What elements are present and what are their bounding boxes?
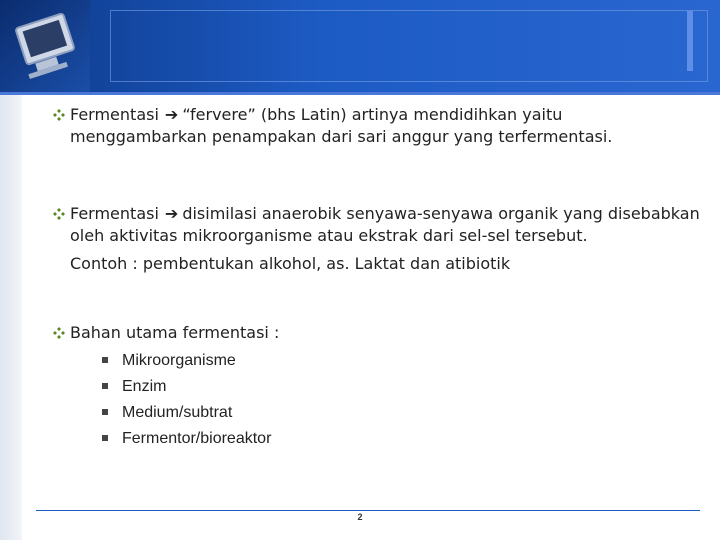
page-number: 2 — [357, 512, 363, 522]
bullet-item — [52, 203, 702, 275]
example-line: Contoh : pembentukan alkohol, as. Laktat dan atibiotik — [70, 254, 511, 273]
list-item — [102, 348, 502, 374]
bullet-text: disimilasi anaerobik senyawa-senyawa organik yang disebabkan oleh aktivitas mikroorganisme atau ekstrak dari sel-sel tersebut. — [70, 204, 700, 245]
list-item-label: Enzim — [122, 378, 167, 395]
list-item-label: Medium/subtrat — [122, 404, 233, 421]
list-item-label: Mikroorganisme — [122, 352, 236, 369]
diamond-bullet-icon — [52, 326, 66, 340]
bullet-text: “fervere” (bhs Latin) artinya mendidihkan yaitu menggambarkan penampakan dari sari anggur yang terfermentasi. — [70, 105, 613, 146]
left-decorative-stripe — [0, 95, 22, 540]
computer-monitor-icon — [0, 0, 90, 92]
square-bullet-icon — [102, 383, 108, 389]
square-bullet-icon — [102, 357, 108, 363]
list-item — [102, 400, 502, 426]
square-bullet-icon — [102, 435, 108, 441]
list-item — [102, 426, 502, 452]
header-frame — [110, 10, 708, 82]
list-item-label: Fermentor/bioreaktor — [122, 430, 272, 447]
square-bullet-icon — [102, 409, 108, 415]
bullet-text: Bahan utama fermentasi : — [70, 323, 280, 342]
right-arrow-icon: ➔ — [164, 204, 179, 223]
sub-list — [102, 348, 502, 452]
bullet-item — [52, 322, 702, 344]
footer-rule — [36, 510, 700, 511]
list-item — [102, 374, 502, 400]
slide-header — [0, 0, 720, 92]
bullet-term: Fermentasi — [70, 204, 159, 223]
bullet-item — [52, 104, 702, 148]
diamond-bullet-icon — [52, 207, 66, 221]
header-rule — [0, 92, 720, 95]
diamond-bullet-icon — [52, 108, 66, 122]
header-accent-bar — [687, 11, 693, 71]
right-arrow-icon: ➔ — [164, 105, 179, 124]
bullet-term: Fermentasi — [70, 105, 159, 124]
